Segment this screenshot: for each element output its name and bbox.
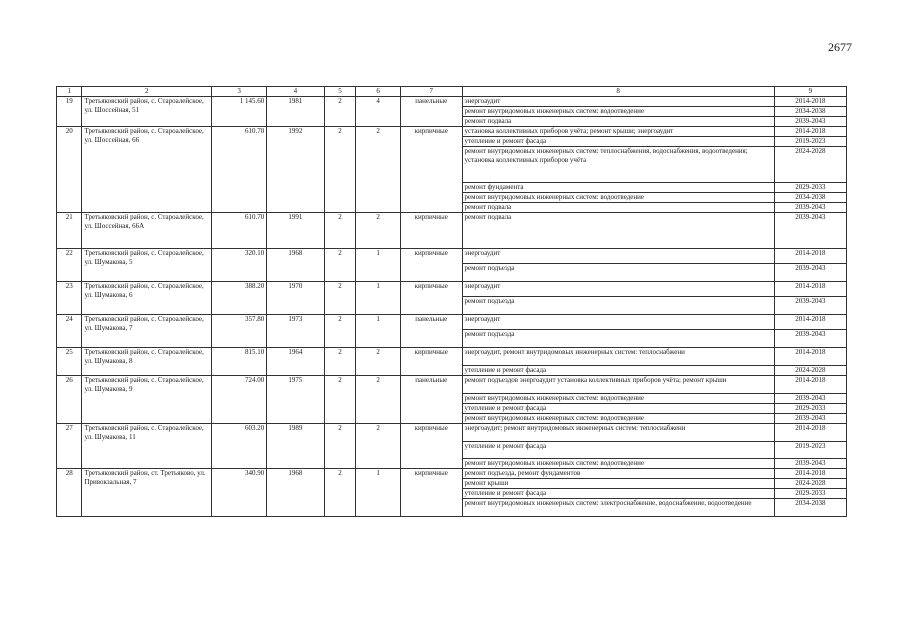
- row-number-cell: 24: [57, 315, 82, 348]
- period-cell: 2039-2043: [774, 297, 846, 315]
- floors-cell: 2: [324, 469, 356, 517]
- work-type-cell: утепление и ремонт фасада: [462, 489, 774, 499]
- work-type-cell: утепление и ремонт фасада: [462, 404, 774, 414]
- material-cell: панельные: [400, 376, 462, 424]
- year-cell: 1970: [267, 282, 324, 315]
- work-type-cell: ремонт подъезда, ремонт фундаментов: [462, 469, 774, 479]
- material-cell: кирпичные: [400, 424, 462, 469]
- material-cell: панельные: [400, 315, 462, 348]
- year-cell: 1968: [267, 469, 324, 517]
- period-cell: 2029-2033: [774, 404, 846, 414]
- period-cell: 2024-2028: [774, 147, 846, 183]
- year-cell: 1968: [267, 249, 324, 282]
- period-cell: 2039-2043: [774, 264, 846, 282]
- work-type-cell: ремонт внутридомовых инженерных систем: водоотведение: [462, 107, 774, 117]
- header-cell: 1: [57, 87, 82, 97]
- address-cell: Третьяковский район, с. Староалейское, ул. Шоссейная, 66А: [82, 213, 212, 249]
- floors-cell: 2: [324, 213, 356, 249]
- period-cell: 2039-2043: [774, 414, 846, 424]
- work-type-cell: ремонт подъезда: [462, 330, 774, 348]
- area-cell: 610.70: [212, 127, 267, 213]
- period-cell: 2014-2018: [774, 315, 846, 330]
- period-cell: 2014-2018: [774, 127, 846, 137]
- period-cell: 2034-2038: [774, 499, 846, 517]
- period-cell: 2014-2018: [774, 376, 846, 394]
- period-cell: 2024-2028: [774, 479, 846, 489]
- work-type-cell: ремонт внутридомовых инженерных систем: водоотведение: [462, 459, 774, 469]
- area-cell: 320.10: [212, 249, 267, 282]
- period-cell: 2039-2043: [774, 394, 846, 404]
- floors-cell: 2: [324, 348, 356, 376]
- work-type-cell: энергоаудит: [462, 315, 774, 330]
- floors-cell: 2: [324, 127, 356, 213]
- period-cell: 2039-2043: [774, 203, 846, 213]
- work-type-cell: утепление и ремонт фасада: [462, 137, 774, 147]
- repair-program-table: [56, 86, 847, 517]
- work-type-cell: ремонт крыши: [462, 479, 774, 489]
- work-type-cell: ремонт внутридомовых инженерных систем: водоотведение: [462, 193, 774, 203]
- work-type-cell: ремонт подвала: [462, 203, 774, 213]
- table-row: [57, 97, 847, 107]
- period-cell: 2029-2033: [774, 489, 846, 499]
- header-cell: 4: [267, 87, 324, 97]
- area-cell: 603.20: [212, 424, 267, 469]
- year-cell: 1991: [267, 213, 324, 249]
- period-cell: 2039-2043: [774, 117, 846, 127]
- address-cell: Третьяковский район, с. Староалейское, ул. Шумакова, 11: [82, 424, 212, 469]
- area-cell: 724.00: [212, 376, 267, 424]
- floors-cell: 2: [324, 376, 356, 424]
- work-type-cell: ремонт внутридомовых инженерных систем: электроснабжение, водоснабжение, водоотведение: [462, 499, 774, 517]
- period-cell: 2019-2023: [774, 137, 846, 147]
- area-cell: 388.20: [212, 282, 267, 315]
- work-type-cell: энергоаудит: [462, 249, 774, 264]
- material-cell: кирпичные: [400, 249, 462, 282]
- table-row: [57, 376, 847, 394]
- work-type-cell: ремонт подъезда: [462, 264, 774, 282]
- material-cell: кирпичные: [400, 469, 462, 517]
- work-type-cell: ремонт подъездов энергоаудит установка коллективных приборов учёта; ремонт крыши: [462, 376, 774, 394]
- table-row: [57, 315, 847, 330]
- year-cell: 1973: [267, 315, 324, 348]
- address-cell: Третьяковский район, с. Староалейское, ул. Шумакова, 7: [82, 315, 212, 348]
- table-row: [57, 213, 847, 249]
- header-cell: 9: [774, 87, 846, 97]
- table-row: [57, 348, 847, 366]
- header-cell: 5: [324, 87, 356, 97]
- floors-cell: 2: [324, 97, 356, 127]
- work-type-cell: ремонт внутридомовых инженерных систем: теплоснабжения, водоснабжения, водоотведения; установка коллективных приборов учёта: [462, 147, 774, 183]
- period-cell: 2039-2043: [774, 330, 846, 348]
- year-cell: 1975: [267, 376, 324, 424]
- period-cell: 2039-2043: [774, 213, 846, 249]
- table-row: [57, 424, 847, 442]
- entrances-cell: 1: [356, 469, 401, 517]
- entrances-cell: 2: [356, 348, 401, 376]
- work-type-cell: энергоаудит: [462, 97, 774, 107]
- material-cell: кирпичные: [400, 213, 462, 249]
- entrances-cell: 1: [356, 315, 401, 348]
- entrances-cell: 1: [356, 249, 401, 282]
- period-cell: 2014-2018: [774, 469, 846, 479]
- year-cell: 1989: [267, 424, 324, 469]
- address-cell: Третьяковский район, с. Староалейское, ул. Шумакова, 5: [82, 249, 212, 282]
- row-number-cell: 28: [57, 469, 82, 517]
- work-type-cell: ремонт фундамента: [462, 183, 774, 193]
- work-type-cell: утепление и ремонт фасада: [462, 442, 774, 459]
- work-type-cell: ремонт подвала: [462, 213, 774, 249]
- page-number: 2677: [828, 40, 852, 54]
- row-number-cell: 23: [57, 282, 82, 315]
- address-cell: Третьяковский район, с. Староалейское, ул. Шумакова, 8: [82, 348, 212, 376]
- row-number-cell: 19: [57, 97, 82, 127]
- table-header: [57, 87, 847, 97]
- work-type-cell: ремонт внутридомовых инженерных систем: водоотведение: [462, 414, 774, 424]
- work-type-cell: установка коллективных приборов учёта; ремонт крыши; энергоаудит: [462, 127, 774, 137]
- year-cell: 1981: [267, 97, 324, 127]
- header-cell: 2: [82, 87, 212, 97]
- area-cell: 340.90: [212, 469, 267, 517]
- address-cell: Третьяковский район, с. Староалейское, ул. Шоссейная, 51: [82, 97, 212, 127]
- material-cell: кирпичные: [400, 127, 462, 213]
- area-cell: 357.80: [212, 315, 267, 348]
- period-cell: 2039-2043: [774, 459, 846, 469]
- entrances-cell: 2: [356, 376, 401, 424]
- work-type-cell: ремонт внутридомовых инженерных систем: водоотведение: [462, 394, 774, 404]
- entrances-cell: 1: [356, 282, 401, 315]
- table-row: [57, 249, 847, 264]
- work-type-cell: ремонт подъезда: [462, 297, 774, 315]
- material-cell: панельные: [400, 97, 462, 127]
- table-row: [57, 282, 847, 297]
- year-cell: 1964: [267, 348, 324, 376]
- row-number-cell: 22: [57, 249, 82, 282]
- period-cell: 2029-2033: [774, 183, 846, 193]
- floors-cell: 2: [324, 315, 356, 348]
- period-cell: 2014-2018: [774, 348, 846, 366]
- entrances-cell: 4: [356, 97, 401, 127]
- address-cell: Третьяковский район, с. Староалейское, ул. Шумакова, 6: [82, 282, 212, 315]
- table-body: [57, 97, 847, 517]
- floors-cell: 2: [324, 282, 356, 315]
- area-cell: 1 145.60: [212, 97, 267, 127]
- table-row: [57, 469, 847, 479]
- row-number-cell: 27: [57, 424, 82, 469]
- period-cell: 2024-2028: [774, 366, 846, 376]
- entrances-cell: 2: [356, 213, 401, 249]
- row-number-cell: 25: [57, 348, 82, 376]
- work-type-cell: ремонт подвала: [462, 117, 774, 127]
- work-type-cell: энергоаудит: [462, 282, 774, 297]
- area-cell: 610.70: [212, 213, 267, 249]
- table-row: [57, 127, 847, 137]
- entrances-cell: 2: [356, 127, 401, 213]
- header-cell: 3: [212, 87, 267, 97]
- address-cell: Третьяковский район, с. Староалейское, ул. Шоссейная, 66: [82, 127, 212, 213]
- work-type-cell: энергоаудит; ремонт внутридомовых инженерных систем: теплоснабжени: [462, 424, 774, 442]
- material-cell: кирпичные: [400, 282, 462, 315]
- period-cell: 2014-2018: [774, 424, 846, 442]
- row-number-cell: 20: [57, 127, 82, 213]
- header-cell: 8: [462, 87, 774, 97]
- period-cell: 2019-2023: [774, 442, 846, 459]
- row-number-cell: 21: [57, 213, 82, 249]
- area-cell: 815.10: [212, 348, 267, 376]
- floors-cell: 2: [324, 424, 356, 469]
- entrances-cell: 2: [356, 424, 401, 469]
- row-number-cell: 26: [57, 376, 82, 424]
- period-cell: 2034-2038: [774, 193, 846, 203]
- address-cell: Третьяковский район, ст. Третьяково, ул. Привокзальная, 7: [82, 469, 212, 517]
- period-cell: 2014-2018: [774, 97, 846, 107]
- work-type-cell: энергоаудит, ремонт внутридомовых инженерных систем: теплоснабжени: [462, 348, 774, 366]
- work-type-cell: утепление и ремонт фасада: [462, 366, 774, 376]
- address-cell: Третьяковский район, с. Староалейское, ул. Шумакова, 9: [82, 376, 212, 424]
- year-cell: 1992: [267, 127, 324, 213]
- period-cell: 2014-2018: [774, 249, 846, 264]
- floors-cell: 2: [324, 249, 356, 282]
- period-cell: 2014-2018: [774, 282, 846, 297]
- header-cell: 6: [356, 87, 401, 97]
- material-cell: кирпичные: [400, 348, 462, 376]
- header-cell: 7: [400, 87, 462, 97]
- period-cell: 2034-2038: [774, 107, 846, 117]
